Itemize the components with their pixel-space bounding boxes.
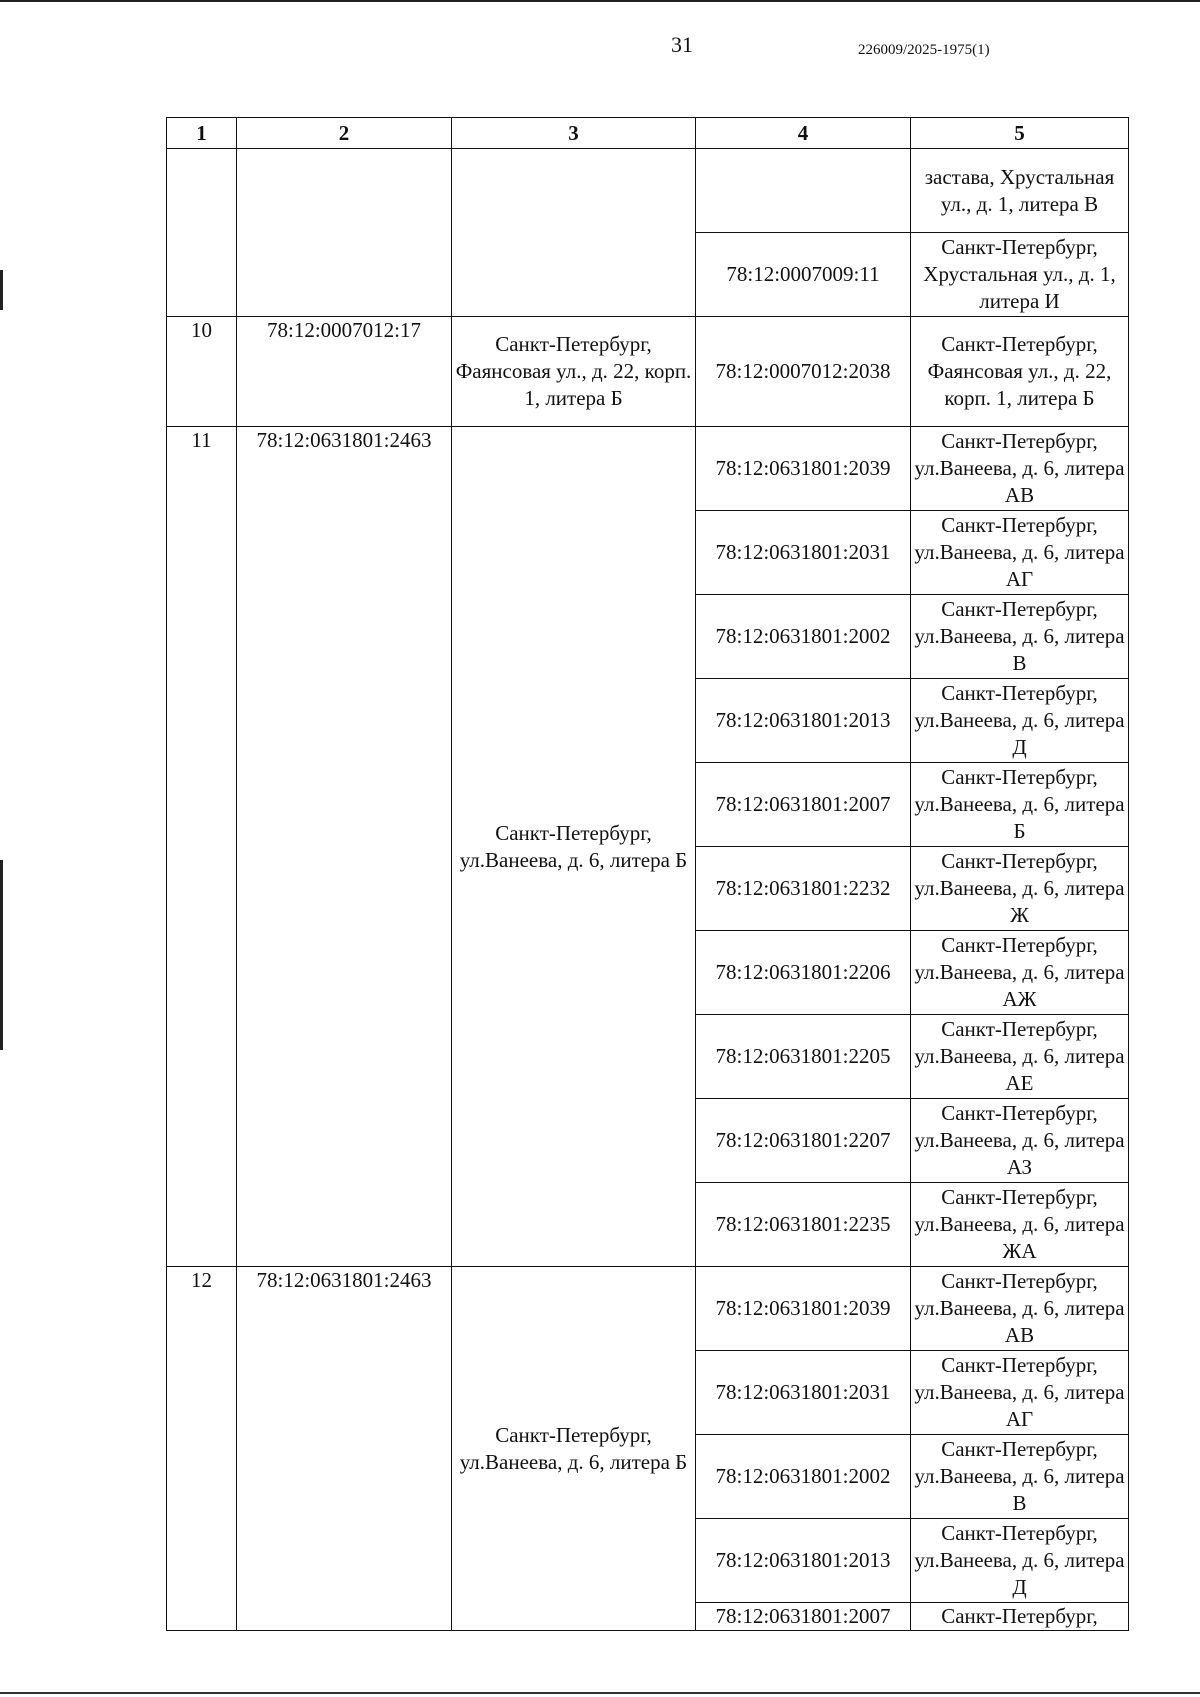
building-address-cell: Санкт-Петербург, ул.Ванеева, д. 6, литера В <box>911 1435 1129 1519</box>
building-cadastral-cell: 78:12:0007012:2038 <box>696 317 911 427</box>
scan-edge-mark <box>0 860 3 1050</box>
building-address-cell: Санкт-Петербург, ул.Ванеева, д. 6, литера АЗ <box>911 1099 1129 1183</box>
building-cadastral-cell: 78:12:0631801:2013 <box>696 679 911 763</box>
table-row <box>167 427 1129 511</box>
column-header: 2 <box>237 118 452 149</box>
row-number-cell <box>167 149 237 317</box>
building-cadastral-cell: 78:12:0631801:2013 <box>696 1519 911 1603</box>
building-cadastral-cell: 78:12:0631801:2007 <box>696 1603 911 1631</box>
building-cadastral-cell: 78:12:0631801:2002 <box>696 1435 911 1519</box>
building-address-cell: Санкт-Петербург, ул.Ванеева, д. 6, литера АЕ <box>911 1015 1129 1099</box>
row-number-cell: 10 <box>167 317 237 427</box>
building-address-cell: Санкт-Петербург, ул.Ванеева, д. 6, литера АЖ <box>911 931 1129 1015</box>
parcel-address-cell: Санкт-Петербург, ул.Ванеева, д. 6, литера Б <box>452 1267 696 1631</box>
parcel-cadastral-cell <box>237 149 452 317</box>
parcel-address-cell: Санкт-Петербург, ул.Ванеева, д. 6, литера Б <box>452 427 696 1267</box>
parcel-address-cell: Санкт-Петербург, Фаянсовая ул., д. 22, корп. 1, литера Б <box>452 317 696 427</box>
scan-top-rule <box>0 0 1200 2</box>
building-address-cell: Санкт-Петербург, ул.Ванеева, д. 6, литера ЖА <box>911 1183 1129 1267</box>
building-cadastral-cell: 78:12:0631801:2002 <box>696 595 911 679</box>
table-row <box>167 149 1129 233</box>
table-row <box>167 1267 1129 1351</box>
document-id: 226009/2025-1975(1) <box>858 42 990 58</box>
building-address-cell: Санкт-Петербург, <box>911 1603 1129 1631</box>
building-cadastral-cell: 78:12:0631801:2039 <box>696 427 911 511</box>
building-cadastral-cell: 78:12:0007009:11 <box>696 233 911 317</box>
building-address-cell: Санкт-Петербург, ул.Ванеева, д. 6, литера Д <box>911 1519 1129 1603</box>
building-cadastral-cell <box>696 149 911 233</box>
building-address-cell: застава, Хрустальная ул., д. 1, литера В <box>911 149 1129 233</box>
building-cadastral-cell: 78:12:0631801:2039 <box>696 1267 911 1351</box>
column-header: 3 <box>452 118 696 149</box>
parcel-cadastral-cell: 78:12:0631801:2463 <box>237 427 452 1267</box>
building-address-cell: Санкт-Петербург, Фаянсовая ул., д. 22, корп. 1, литера Б <box>911 317 1129 427</box>
building-address-cell: Санкт-Петербург, ул.Ванеева, д. 6, литера АГ <box>911 511 1129 595</box>
building-address-cell: Санкт-Петербург, ул.Ванеева, д. 6, литера АГ <box>911 1351 1129 1435</box>
building-cadastral-cell: 78:12:0631801:2206 <box>696 931 911 1015</box>
column-header: 5 <box>911 118 1129 149</box>
column-header: 1 <box>167 118 237 149</box>
property-register-table <box>166 117 1129 1631</box>
building-address-cell: Санкт-Петербург, ул.Ванеева, д. 6, литера Д <box>911 679 1129 763</box>
parcel-cadastral-cell: 78:12:0007012:17 <box>237 317 452 427</box>
building-address-cell: Санкт-Петербург, ул.Ванеева, д. 6, литера Б <box>911 763 1129 847</box>
building-cadastral-cell: 78:12:0631801:2207 <box>696 1099 911 1183</box>
building-address-cell: Санкт-Петербург, ул.Ванеева, д. 6, литера В <box>911 595 1129 679</box>
scan-bottom-rule <box>0 1692 1200 1694</box>
parcel-address-cell <box>452 149 696 317</box>
building-cadastral-cell: 78:12:0631801:2235 <box>696 1183 911 1267</box>
scan-edge-mark <box>0 270 3 310</box>
row-number-cell: 12 <box>167 1267 237 1631</box>
building-address-cell: Санкт-Петербург, ул.Ванеева, д. 6, литера Ж <box>911 847 1129 931</box>
building-cadastral-cell: 78:12:0631801:2007 <box>696 763 911 847</box>
page-number: 31 <box>671 32 693 57</box>
building-cadastral-cell: 78:12:0631801:2031 <box>696 511 911 595</box>
building-address-cell: Санкт-Петербург, ул.Ванеева, д. 6, литера АВ <box>911 427 1129 511</box>
building-cadastral-cell: 78:12:0631801:2205 <box>696 1015 911 1099</box>
parcel-cadastral-cell: 78:12:0631801:2463 <box>237 1267 452 1631</box>
building-cadastral-cell: 78:12:0631801:2031 <box>696 1351 911 1435</box>
building-cadastral-cell: 78:12:0631801:2232 <box>696 847 911 931</box>
table-header-row <box>167 118 1129 149</box>
building-address-cell: Санкт-Петербург, ул.Ванеева, д. 6, литера АВ <box>911 1267 1129 1351</box>
table-row <box>167 317 1129 427</box>
building-address-cell: Санкт-Петербург, Хрустальная ул., д. 1, литера И <box>911 233 1129 317</box>
table-body <box>167 149 1129 1631</box>
column-header: 4 <box>696 118 911 149</box>
row-number-cell: 11 <box>167 427 237 1267</box>
